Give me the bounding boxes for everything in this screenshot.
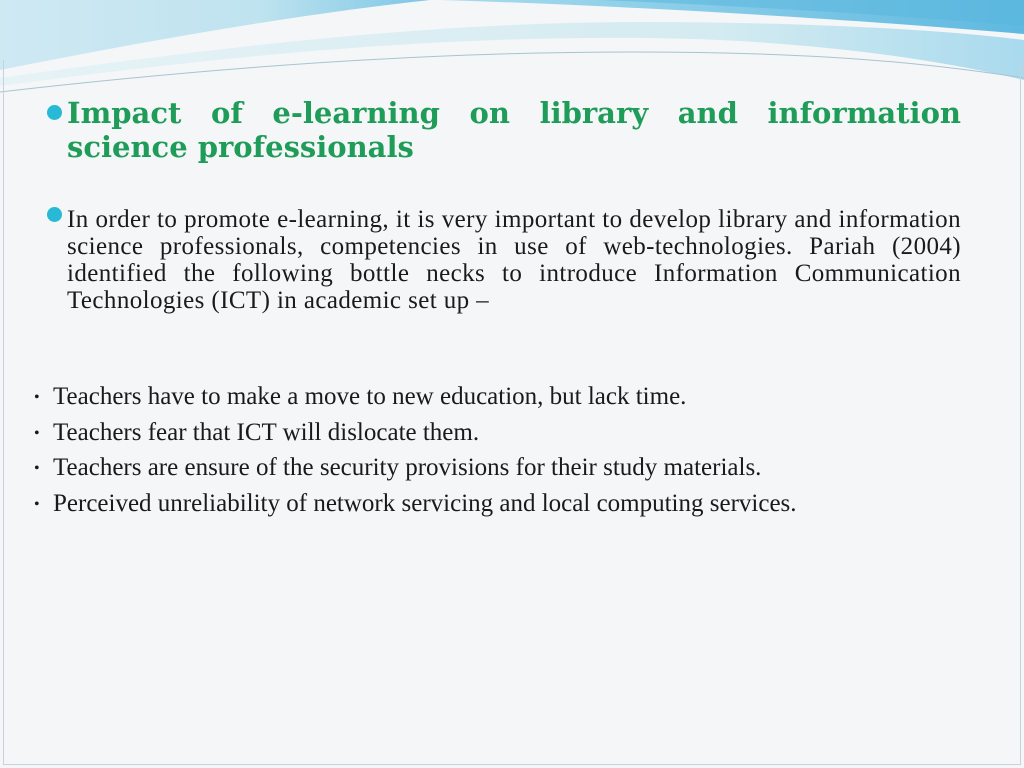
bullet-dot-icon: • — [34, 460, 40, 477]
list-item-text: Perceived unreliability of network servicing and local computing services. — [53, 489, 797, 517]
bottleneck-list — [34, 380, 994, 522]
slide-heading: Impact of e-learning on library and information science professionals — [67, 96, 961, 164]
list-item — [34, 416, 994, 452]
list-item — [34, 487, 994, 523]
list-item-text: Teachers are ensure of the security provisions for their study materials. — [53, 454, 762, 481]
bullet-dot-icon: • — [34, 495, 40, 513]
list-item — [34, 451, 994, 487]
list-item-text: Teachers fear that ICT will dislocate them. — [53, 418, 480, 446]
paragraph-bullet-icon — [47, 207, 62, 222]
intro-paragraph: In order to promote e-learning, it is very important to develop library and information science professionals, competencies in use of web-technologies. Pariah (2004) identified the following bottle necks to introduce Information Communication Technologies (ICT) in academic set up – — [67, 206, 961, 314]
bullet-dot-icon: • — [34, 424, 40, 442]
list-item-text: Teachers have to make a move to new education, but lack time. — [53, 383, 687, 410]
list-item — [34, 380, 994, 416]
heading-bullet-icon — [47, 105, 62, 120]
bullet-dot-icon: • — [34, 389, 40, 406]
